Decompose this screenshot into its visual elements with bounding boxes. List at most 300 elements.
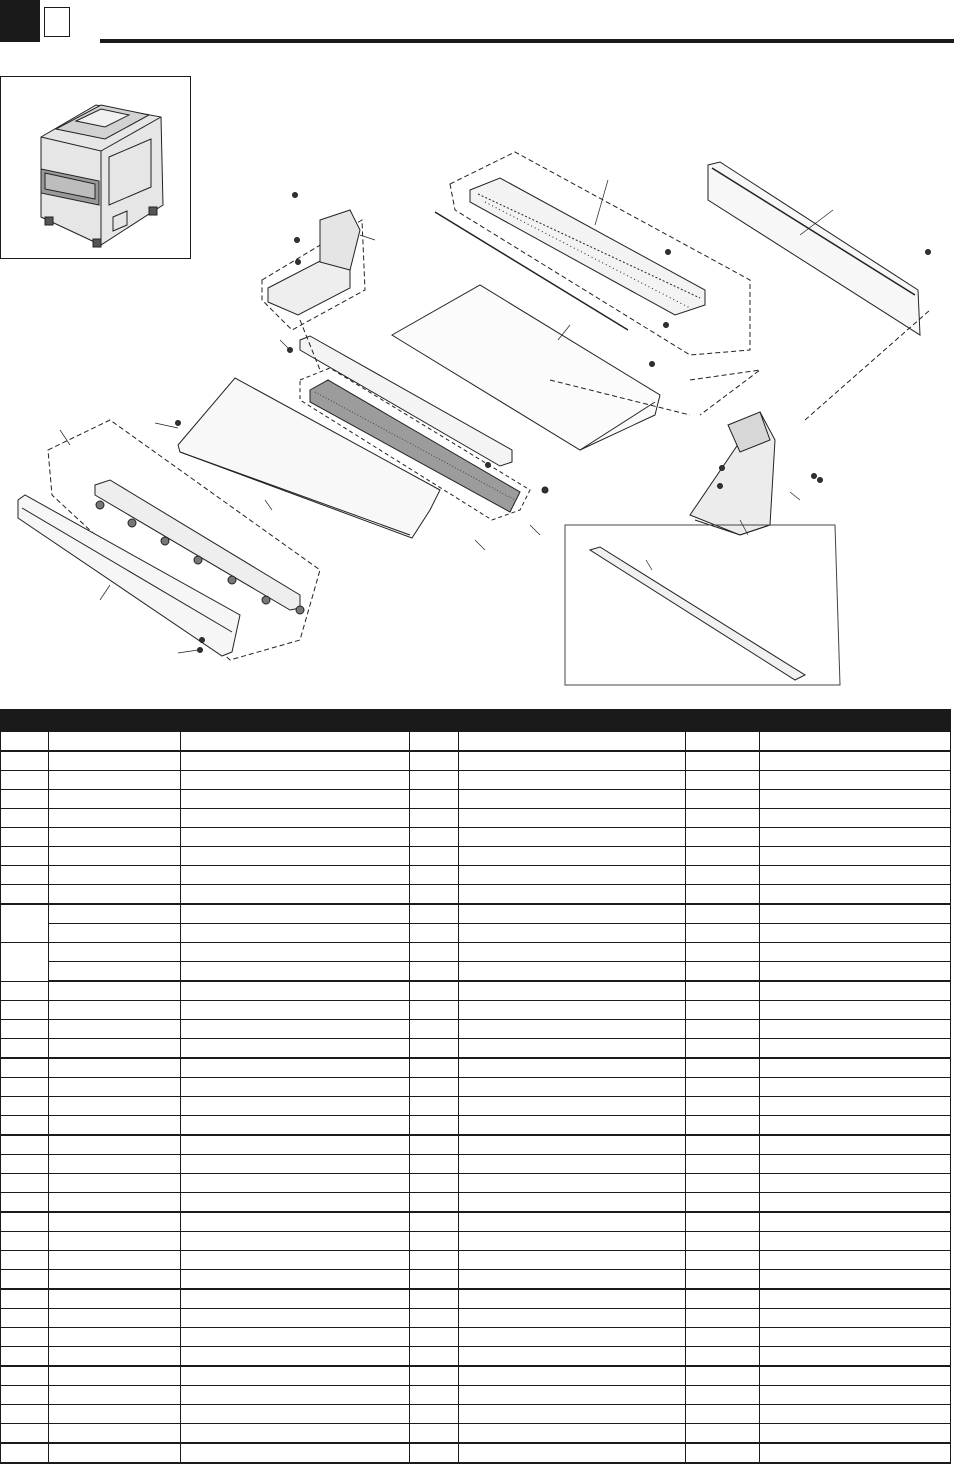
table-cell <box>686 751 760 771</box>
table-cell <box>686 1328 760 1347</box>
parts-table-body <box>1 732 951 1464</box>
table-cell <box>410 1078 459 1097</box>
table-row <box>1 981 951 1001</box>
table-cell <box>410 1020 459 1039</box>
table-cell <box>410 828 459 847</box>
table-cell <box>181 1155 410 1174</box>
table-cell <box>410 1270 459 1290</box>
table-cell <box>686 1443 760 1463</box>
table-cell <box>760 1058 951 1078</box>
table-cell <box>1 943 49 982</box>
table-cell <box>760 1405 951 1424</box>
table-cell <box>686 809 760 828</box>
table-cell <box>686 1405 760 1424</box>
table-cell <box>1 1347 49 1367</box>
table-cell <box>686 885 760 905</box>
table-row <box>1 1347 951 1367</box>
table-cell <box>181 1386 410 1405</box>
table-cell <box>1 1405 49 1424</box>
header-rule <box>100 39 954 43</box>
table-cell <box>49 885 181 905</box>
table-cell <box>686 962 760 982</box>
front-panel <box>18 495 240 656</box>
table-cell <box>181 1309 410 1328</box>
table-cell <box>181 1174 410 1193</box>
table-row <box>1 1443 951 1463</box>
col-header-remarks <box>760 710 951 732</box>
table-cell <box>459 1405 686 1424</box>
table-cell <box>459 1020 686 1039</box>
table-cell <box>459 809 686 828</box>
table-cell <box>181 1405 410 1424</box>
table-cell <box>181 1135 410 1155</box>
table-cell <box>686 943 760 962</box>
table-cell <box>410 885 459 905</box>
table-cell <box>459 1116 686 1136</box>
table-row <box>1 732 951 752</box>
table-cell <box>49 1001 181 1020</box>
table-cell <box>760 866 951 885</box>
table-row <box>1 1289 951 1309</box>
table-cell <box>1 1309 49 1328</box>
table-cell <box>686 1020 760 1039</box>
table-cell <box>760 904 951 924</box>
table-cell <box>181 1097 410 1116</box>
table-cell <box>1 1039 49 1059</box>
table-cell <box>760 1424 951 1444</box>
table-row <box>1 1078 951 1097</box>
table-cell <box>760 885 951 905</box>
table-cell <box>181 1212 410 1232</box>
table-cell <box>760 1039 951 1059</box>
table-cell <box>686 1097 760 1116</box>
table-cell <box>410 1135 459 1155</box>
table-cell <box>760 1155 951 1174</box>
table-cell <box>49 1039 181 1059</box>
table-cell <box>49 1155 181 1174</box>
table-cell <box>459 1193 686 1213</box>
table-cell <box>760 1366 951 1386</box>
table-cell <box>1 790 49 809</box>
table-cell <box>49 866 181 885</box>
table-cell <box>410 771 459 790</box>
table-cell <box>760 771 951 790</box>
table-cell <box>1 1001 49 1020</box>
table-cell <box>459 866 686 885</box>
table-cell <box>49 1020 181 1039</box>
table-cell <box>1 732 49 752</box>
table-cell <box>1 1155 49 1174</box>
table-cell <box>181 1328 410 1347</box>
table-cell <box>181 1039 410 1059</box>
table-cell <box>459 790 686 809</box>
table-cell <box>1 1270 49 1290</box>
table-cell <box>686 1078 760 1097</box>
table-cell <box>686 1058 760 1078</box>
table-cell <box>49 1443 181 1463</box>
table-cell <box>686 1174 760 1193</box>
long-strip-part <box>590 547 805 680</box>
table-cell <box>760 1116 951 1136</box>
table-cell <box>410 790 459 809</box>
table-cell <box>49 981 181 1001</box>
table-cell <box>459 1135 686 1155</box>
table-row <box>1 1097 951 1116</box>
table-cell <box>686 924 760 943</box>
table-cell <box>760 943 951 962</box>
table-cell <box>760 1270 951 1290</box>
table-cell <box>760 1174 951 1193</box>
table-cell <box>459 924 686 943</box>
table-cell <box>760 809 951 828</box>
table-cell <box>686 1251 760 1270</box>
table-cell <box>459 1366 686 1386</box>
table-cell <box>181 732 410 752</box>
table-cell <box>1 1174 49 1193</box>
table-cell <box>1 847 49 866</box>
table-cell <box>410 1251 459 1270</box>
table-cell <box>49 828 181 847</box>
table-cell <box>410 1039 459 1059</box>
table-cell <box>49 1251 181 1270</box>
table-cell <box>686 981 760 1001</box>
detail-inset-frame <box>565 525 840 685</box>
table-cell <box>49 904 181 924</box>
table-cell <box>410 1347 459 1367</box>
table-cell <box>459 904 686 924</box>
table-cell <box>1 1097 49 1116</box>
table-cell <box>760 790 951 809</box>
section-tab-marker <box>0 0 40 42</box>
table-cell <box>760 1289 951 1309</box>
table-cell <box>49 1193 181 1213</box>
table-cell <box>49 1347 181 1367</box>
table-cell <box>49 751 181 771</box>
table-cell <box>686 1386 760 1405</box>
table-cell <box>686 1424 760 1444</box>
table-cell <box>410 904 459 924</box>
table-cell <box>686 1193 760 1213</box>
table-cell <box>181 1116 410 1136</box>
table-cell <box>410 1001 459 1020</box>
table-cell <box>459 981 686 1001</box>
table-cell <box>760 1212 951 1232</box>
table-cell <box>181 1001 410 1020</box>
table-row <box>1 1212 951 1232</box>
table-cell <box>181 1251 410 1270</box>
table-cell <box>410 1232 459 1251</box>
table-row <box>1 790 951 809</box>
table-row <box>1 847 951 866</box>
table-cell <box>49 771 181 790</box>
table-cell <box>49 732 181 752</box>
table-row <box>1 1193 951 1213</box>
table-cell <box>410 924 459 943</box>
table-cell <box>686 790 760 809</box>
table-cell <box>1 981 49 1001</box>
table-cell <box>49 809 181 828</box>
table-cell <box>49 1174 181 1193</box>
page-header <box>0 0 954 46</box>
table-cell <box>760 1347 951 1367</box>
table-row <box>1 1020 951 1039</box>
table-row <box>1 809 951 828</box>
table-cell <box>459 1251 686 1270</box>
table-cell <box>49 1058 181 1078</box>
table-cell <box>181 866 410 885</box>
table-cell <box>410 1058 459 1078</box>
table-cell <box>49 1386 181 1405</box>
table-cell <box>410 1424 459 1444</box>
table-row <box>1 1251 951 1270</box>
table-cell <box>410 1174 459 1193</box>
table-cell <box>459 1309 686 1328</box>
table-cell <box>49 847 181 866</box>
table-cell <box>410 1328 459 1347</box>
table-cell <box>1 1251 49 1270</box>
table-cell <box>1 751 49 771</box>
table-cell <box>760 828 951 847</box>
table-cell <box>1 1135 49 1155</box>
table-cell <box>1 1424 49 1444</box>
col-header-description <box>181 710 410 732</box>
table-row <box>1 1058 951 1078</box>
table-cell <box>760 1328 951 1347</box>
table-row <box>1 943 951 962</box>
table-cell <box>459 1039 686 1059</box>
table-cell <box>181 1366 410 1386</box>
table-cell <box>410 847 459 866</box>
table-cell <box>49 1424 181 1444</box>
table-cell <box>1 885 49 905</box>
table-cell <box>459 1232 686 1251</box>
table-cell <box>410 1116 459 1136</box>
table-cell <box>410 1097 459 1116</box>
table-cell <box>49 1212 181 1232</box>
right-cover-panel <box>708 162 920 335</box>
table-cell <box>49 1405 181 1424</box>
table-cell <box>686 1366 760 1386</box>
table-cell <box>410 1366 459 1386</box>
table-cell <box>686 1135 760 1155</box>
table-cell <box>181 751 410 771</box>
table-cell <box>1 1058 49 1078</box>
table-cell <box>760 1097 951 1116</box>
table-cell <box>410 1405 459 1424</box>
table-cell <box>410 1386 459 1405</box>
table-cell <box>459 828 686 847</box>
parts-list-table <box>0 709 951 1464</box>
table-cell <box>410 981 459 1001</box>
table-cell <box>181 809 410 828</box>
table-cell <box>410 1309 459 1328</box>
table-row <box>1 1039 951 1059</box>
table-cell <box>1 1193 49 1213</box>
table-cell <box>49 1232 181 1251</box>
table-cell <box>410 866 459 885</box>
table-cell <box>181 790 410 809</box>
table-cell <box>760 1232 951 1251</box>
table-cell <box>1 1289 49 1309</box>
table-cell <box>459 847 686 866</box>
table-cell <box>760 981 951 1001</box>
table-cell <box>49 943 181 962</box>
table-cell <box>181 1193 410 1213</box>
table-cell <box>49 962 181 982</box>
table-row <box>1 1405 951 1424</box>
table-cell <box>760 1386 951 1405</box>
table-cell <box>686 847 760 866</box>
table-row <box>1 1328 951 1347</box>
top-slotted-rail <box>470 178 705 315</box>
table-row <box>1 962 951 982</box>
col-header-qty <box>410 710 459 732</box>
table-cell <box>760 1078 951 1097</box>
table-cell <box>1 1366 49 1386</box>
table-cell <box>1 904 49 943</box>
table-row <box>1 1135 951 1155</box>
table-row <box>1 1001 951 1020</box>
left-bracket <box>268 210 360 315</box>
col-header-specification <box>459 710 686 732</box>
table-row <box>1 828 951 847</box>
table-cell <box>760 1135 951 1155</box>
table-row <box>1 1174 951 1193</box>
table-cell <box>49 1135 181 1155</box>
table-cell <box>1 1232 49 1251</box>
table-cell <box>459 943 686 962</box>
table-cell <box>760 924 951 943</box>
table-cell <box>760 847 951 866</box>
table-cell <box>760 751 951 771</box>
table-cell <box>686 866 760 885</box>
table-cell <box>760 732 951 752</box>
parts-table-header-row <box>1 710 951 732</box>
table-cell <box>686 1116 760 1136</box>
table-cell <box>760 1251 951 1270</box>
table-cell <box>686 1155 760 1174</box>
table-cell <box>49 924 181 943</box>
table-cell <box>410 943 459 962</box>
table-cell <box>686 828 760 847</box>
table-cell <box>181 1058 410 1078</box>
table-cell <box>459 1078 686 1097</box>
table-cell <box>459 1443 686 1463</box>
table-cell <box>459 751 686 771</box>
table-cell <box>181 771 410 790</box>
table-cell <box>1 771 49 790</box>
table-cell <box>686 1270 760 1290</box>
table-cell <box>49 1309 181 1328</box>
table-cell <box>1 828 49 847</box>
table-cell <box>181 1232 410 1251</box>
table-cell <box>459 1058 686 1078</box>
table-cell <box>459 885 686 905</box>
col-header-code <box>686 710 760 732</box>
table-cell <box>410 1212 459 1232</box>
table-cell <box>410 1193 459 1213</box>
table-cell <box>459 1212 686 1232</box>
table-cell <box>459 1155 686 1174</box>
table-cell <box>181 1270 410 1290</box>
table-cell <box>181 904 410 924</box>
table-row <box>1 1309 951 1328</box>
table-cell <box>459 1289 686 1309</box>
table-row <box>1 1116 951 1136</box>
table-cell <box>49 790 181 809</box>
table-cell <box>459 1001 686 1020</box>
col-header-ref <box>1 710 49 732</box>
table-row <box>1 1155 951 1174</box>
table-cell <box>410 732 459 752</box>
col-header-part-number <box>49 710 181 732</box>
table-cell <box>181 1020 410 1039</box>
table-cell <box>181 924 410 943</box>
table-cell <box>760 1193 951 1213</box>
table-row <box>1 1232 951 1251</box>
table-cell <box>410 1443 459 1463</box>
table-cell <box>459 1328 686 1347</box>
table-row <box>1 1386 951 1405</box>
table-cell <box>181 1443 410 1463</box>
table-cell <box>686 771 760 790</box>
table-row <box>1 866 951 885</box>
table-cell <box>686 1347 760 1367</box>
table-cell <box>459 1270 686 1290</box>
table-cell <box>49 1328 181 1347</box>
table-cell <box>49 1097 181 1116</box>
table-cell <box>410 962 459 982</box>
table-cell <box>410 751 459 771</box>
table-cell <box>459 1174 686 1193</box>
table-cell <box>1 1386 49 1405</box>
table-cell <box>1 1020 49 1039</box>
table-cell <box>459 1347 686 1367</box>
table-cell <box>459 962 686 982</box>
table-cell <box>410 1289 459 1309</box>
table-cell <box>410 809 459 828</box>
table-cell <box>1 1116 49 1136</box>
table-cell <box>1 866 49 885</box>
table-cell <box>181 943 410 962</box>
table-row <box>1 1270 951 1290</box>
table-cell <box>459 1424 686 1444</box>
table-cell <box>760 1001 951 1020</box>
table-cell <box>686 1289 760 1309</box>
table-cell <box>49 1116 181 1136</box>
table-cell <box>1 1212 49 1232</box>
table-cell <box>459 1386 686 1405</box>
table-row <box>1 1366 951 1386</box>
section-number-box <box>44 7 70 37</box>
table-row <box>1 924 951 943</box>
table-cell <box>410 1155 459 1174</box>
exploded-parts-diagram <box>0 140 954 700</box>
table-cell <box>181 847 410 866</box>
table-cell <box>459 771 686 790</box>
table-cell <box>49 1270 181 1290</box>
table-cell <box>1 1443 49 1463</box>
table-cell <box>49 1078 181 1097</box>
table-cell <box>181 981 410 1001</box>
table-cell <box>686 1232 760 1251</box>
table-cell <box>459 732 686 752</box>
table-row <box>1 885 951 905</box>
table-cell <box>760 962 951 982</box>
table-cell <box>181 1424 410 1444</box>
table-cell <box>459 1097 686 1116</box>
table-cell <box>686 1039 760 1059</box>
